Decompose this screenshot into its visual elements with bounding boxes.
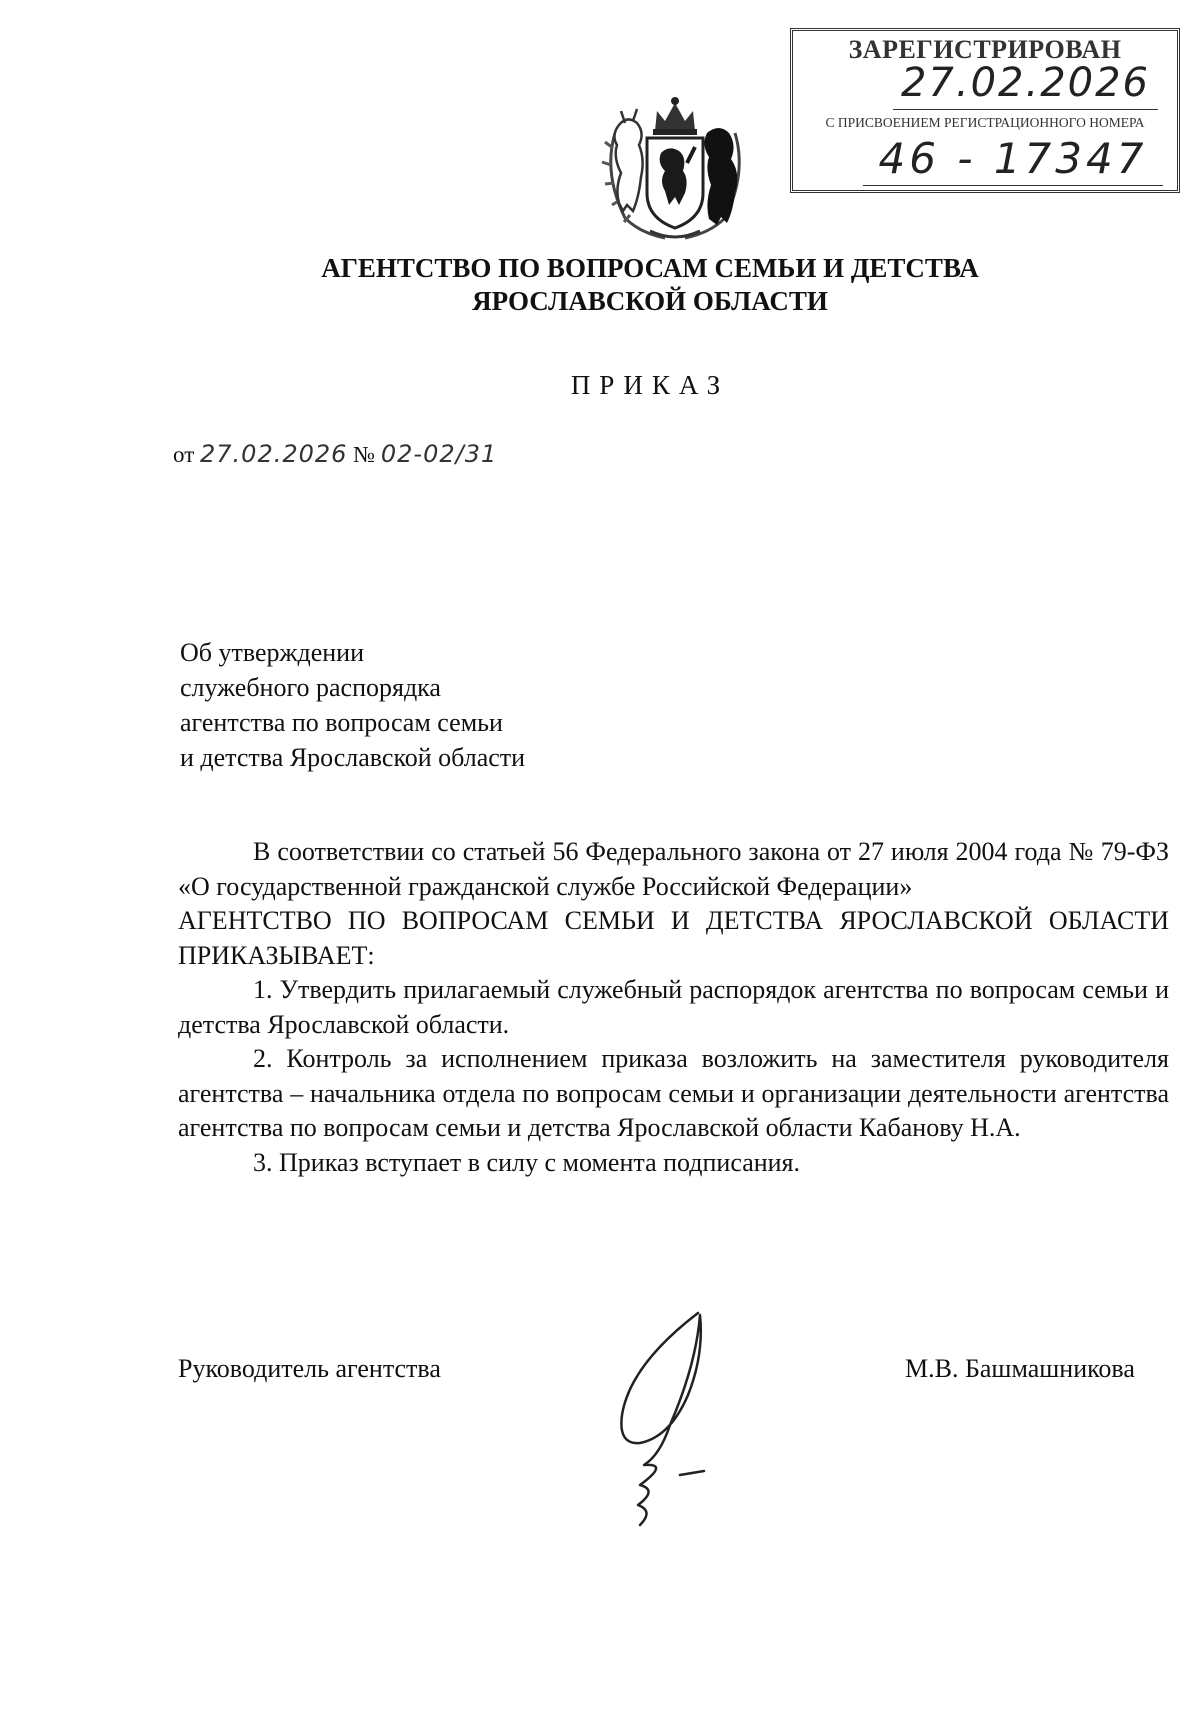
stamp-title: ЗАРЕГИСТРИРОВАН bbox=[848, 35, 1122, 64]
order-subject bbox=[180, 635, 525, 775]
number-sign: № bbox=[353, 442, 376, 467]
organization-title-line-2: ЯРОСЛАВСКОЙ ОБЛАСТИ bbox=[472, 286, 828, 316]
body-intro-paragraph: В соответствии со статьей 56 Федерального закона от 27 июля 2004 года № 79-ФЗ «О государственной гражданской службе Российской Федерации» bbox=[178, 837, 1169, 901]
order-date-number-line bbox=[173, 440, 497, 468]
body-item-2: 2. Контроль за исполнением приказа возложить на заместителя руководителя агентства – начальника отдела по вопросам семьи и организации деятельности агентства агентства по вопросам семьи и детства Ярославской области Кабанову Н.А. bbox=[178, 1044, 1169, 1142]
coat-of-arms-yaroslavl-icon bbox=[595, 93, 755, 243]
body-item-3: 3. Приказ вступает в силу с момента подписания. bbox=[253, 1147, 801, 1177]
signatory-name: М.В. Башмашникова bbox=[905, 1354, 1135, 1383]
order-body bbox=[178, 835, 1169, 1180]
handwritten-signature-icon bbox=[600, 1305, 740, 1535]
document-type-title: ПРИКАЗ bbox=[570, 370, 730, 400]
stamp-date: 27.02.2026 bbox=[893, 57, 1158, 110]
signatory-role: Руководитель агентства bbox=[178, 1354, 441, 1383]
subject-line: агентства по вопросам семьи bbox=[180, 708, 503, 737]
from-prefix: от bbox=[173, 442, 195, 467]
order-number: 02-02/31 bbox=[380, 440, 498, 468]
stamp-registration-number: 46 - 17347 bbox=[863, 133, 1163, 186]
order-date: 27.02.2026 bbox=[200, 440, 348, 468]
body-item-1: 1. Утвердить прилагаемый служебный распорядок агентства по вопросам семьи и детства Ярославской области. bbox=[178, 975, 1169, 1039]
body-decree-paragraph: АГЕНТСТВО ПО ВОПРОСАМ СЕМЬИ И ДЕТСТВА ЯРОСЛАВСКОЙ ОБЛАСТИ ПРИКАЗЫВАЕТ: bbox=[178, 906, 1169, 970]
subject-line: Об утверждении bbox=[180, 638, 365, 667]
stamp-subtitle: С ПРИСВОЕНИЕМ РЕГИСТРАЦИОННОГО НОМЕРА bbox=[825, 115, 1145, 130]
subject-line: служебного распорядка bbox=[180, 673, 441, 702]
subject-line: и детства Ярославской области bbox=[180, 743, 526, 772]
organization-title-line-1: АГЕНТСТВО ПО ВОПРОСАМ СЕМЬИ И ДЕТСТВА bbox=[321, 253, 979, 283]
registration-stamp bbox=[790, 28, 1180, 193]
